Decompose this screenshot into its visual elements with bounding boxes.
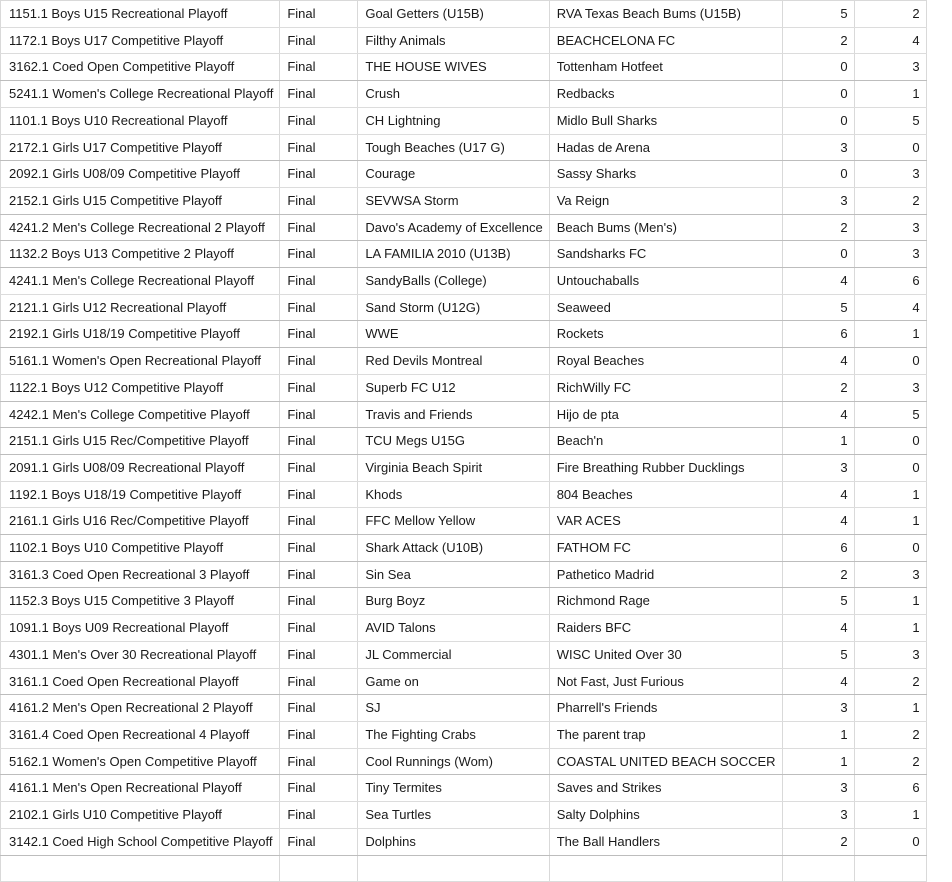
- status-cell[interactable]: Final: [280, 348, 358, 375]
- home-team-cell[interactable]: Davo's Academy of Excellence: [358, 214, 549, 241]
- home-score-cell[interactable]: 5: [782, 1, 854, 28]
- status-cell[interactable]: Final: [280, 294, 358, 321]
- away-score-cell[interactable]: 1: [854, 81, 926, 108]
- division-cell[interactable]: 1192.1 Boys U18/19 Competitive Playoff: [1, 481, 280, 508]
- away-score-cell[interactable]: 6: [854, 268, 926, 295]
- away-score-cell[interactable]: 0: [854, 454, 926, 481]
- home-team-cell[interactable]: Shark Attack (U10B): [358, 535, 549, 562]
- home-score-cell[interactable]: 0: [782, 81, 854, 108]
- table-row[interactable]: [1, 721, 927, 748]
- table-row[interactable]: [1, 268, 927, 295]
- table-row[interactable]: [1, 481, 927, 508]
- home-team-cell[interactable]: Superb FC U12: [358, 374, 549, 401]
- home-team-cell[interactable]: Sin Sea: [358, 561, 549, 588]
- status-cell[interactable]: Final: [280, 428, 358, 455]
- division-cell[interactable]: 3162.1 Coed Open Competitive Playoff: [1, 54, 280, 81]
- division-cell[interactable]: 3161.3 Coed Open Recreational 3 Playoff: [1, 561, 280, 588]
- table-row[interactable]: [1, 695, 927, 722]
- home-score-cell[interactable]: 5: [782, 641, 854, 668]
- home-score-cell[interactable]: 6: [782, 535, 854, 562]
- away-team-cell[interactable]: 804 Beaches: [549, 481, 782, 508]
- status-cell[interactable]: Final: [280, 561, 358, 588]
- away-team-cell[interactable]: Pathetico Madrid: [549, 561, 782, 588]
- division-cell[interactable]: 4301.1 Men's Over 30 Recreational Playoff: [1, 641, 280, 668]
- away-score-cell[interactable]: 1: [854, 321, 926, 348]
- home-score-cell[interactable]: 4: [782, 508, 854, 535]
- home-team-cell[interactable]: AVID Talons: [358, 615, 549, 642]
- home-score-cell[interactable]: 2: [782, 27, 854, 54]
- away-team-cell[interactable]: Sassy Sharks: [549, 161, 782, 188]
- table-row[interactable]: [1, 641, 927, 668]
- away-team-cell[interactable]: Royal Beaches: [549, 348, 782, 375]
- away-score-cell[interactable]: 0: [854, 348, 926, 375]
- away-team-cell[interactable]: Seaweed: [549, 294, 782, 321]
- away-team-cell[interactable]: FATHOM FC: [549, 535, 782, 562]
- away-score-cell[interactable]: 2: [854, 721, 926, 748]
- home-team-cell[interactable]: Game on: [358, 668, 549, 695]
- table-row[interactable]: [1, 748, 927, 775]
- table-row[interactable]: [1, 828, 927, 855]
- status-cell[interactable]: Final: [280, 214, 358, 241]
- home-score-cell[interactable]: 4: [782, 268, 854, 295]
- away-score-cell[interactable]: 3: [854, 161, 926, 188]
- status-cell[interactable]: Final: [280, 535, 358, 562]
- away-score-cell[interactable]: 5: [854, 107, 926, 134]
- away-score-cell[interactable]: [854, 855, 926, 882]
- status-cell[interactable]: Final: [280, 321, 358, 348]
- division-cell[interactable]: 2121.1 Girls U12 Recreational Playoff: [1, 294, 280, 321]
- status-cell[interactable]: Final: [280, 695, 358, 722]
- division-cell[interactable]: 5162.1 Women's Open Competitive Playoff: [1, 748, 280, 775]
- division-cell[interactable]: 1172.1 Boys U17 Competitive Playoff: [1, 27, 280, 54]
- home-team-cell[interactable]: Sand Storm (U12G): [358, 294, 549, 321]
- division-cell[interactable]: 4242.1 Men's College Competitive Playoff: [1, 401, 280, 428]
- home-team-cell[interactable]: Crush: [358, 81, 549, 108]
- home-team-cell[interactable]: The Fighting Crabs: [358, 721, 549, 748]
- away-score-cell[interactable]: 1: [854, 802, 926, 829]
- away-score-cell[interactable]: 2: [854, 748, 926, 775]
- away-score-cell[interactable]: 1: [854, 695, 926, 722]
- home-score-cell[interactable]: 4: [782, 481, 854, 508]
- home-score-cell[interactable]: 2: [782, 828, 854, 855]
- away-team-cell[interactable]: Raiders BFC: [549, 615, 782, 642]
- table-row[interactable]: [1, 855, 927, 882]
- status-cell[interactable]: Final: [280, 615, 358, 642]
- away-team-cell[interactable]: Beach'n: [549, 428, 782, 455]
- away-team-cell[interactable]: Va Reign: [549, 187, 782, 214]
- division-cell[interactable]: 4161.1 Men's Open Recreational Playoff: [1, 775, 280, 802]
- home-score-cell[interactable]: 4: [782, 668, 854, 695]
- away-team-cell[interactable]: Beach Bums (Men's): [549, 214, 782, 241]
- home-team-cell[interactable]: Travis and Friends: [358, 401, 549, 428]
- home-team-cell[interactable]: WWE: [358, 321, 549, 348]
- home-team-cell[interactable]: FFC Mellow Yellow: [358, 508, 549, 535]
- away-score-cell[interactable]: 3: [854, 214, 926, 241]
- home-team-cell[interactable]: THE HOUSE WIVES: [358, 54, 549, 81]
- away-team-cell[interactable]: Hijo de pta: [549, 401, 782, 428]
- away-team-cell[interactable]: Midlo Bull Sharks: [549, 107, 782, 134]
- division-cell[interactable]: 5161.1 Women's Open Recreational Playoff: [1, 348, 280, 375]
- away-team-cell[interactable]: Rockets: [549, 321, 782, 348]
- away-score-cell[interactable]: 1: [854, 588, 926, 615]
- status-cell[interactable]: Final: [280, 508, 358, 535]
- away-team-cell[interactable]: [549, 855, 782, 882]
- away-team-cell[interactable]: Sandsharks FC: [549, 241, 782, 268]
- away-score-cell[interactable]: 3: [854, 54, 926, 81]
- status-cell[interactable]: Final: [280, 668, 358, 695]
- away-team-cell[interactable]: The parent trap: [549, 721, 782, 748]
- status-cell[interactable]: Final: [280, 721, 358, 748]
- table-row[interactable]: [1, 54, 927, 81]
- table-row[interactable]: [1, 508, 927, 535]
- home-team-cell[interactable]: LA FAMILIA 2010 (U13B): [358, 241, 549, 268]
- division-cell[interactable]: 2152.1 Girls U15 Competitive Playoff: [1, 187, 280, 214]
- home-score-cell[interactable]: 0: [782, 241, 854, 268]
- away-team-cell[interactable]: The Ball Handlers: [549, 828, 782, 855]
- away-team-cell[interactable]: BEACHCELONA FC: [549, 27, 782, 54]
- division-cell[interactable]: 3161.1 Coed Open Recreational Playoff: [1, 668, 280, 695]
- division-cell[interactable]: 1102.1 Boys U10 Competitive Playoff: [1, 535, 280, 562]
- status-cell[interactable]: Final: [280, 828, 358, 855]
- table-row[interactable]: [1, 374, 927, 401]
- away-team-cell[interactable]: WISC United Over 30: [549, 641, 782, 668]
- away-score-cell[interactable]: 0: [854, 828, 926, 855]
- status-cell[interactable]: Final: [280, 161, 358, 188]
- table-row[interactable]: [1, 401, 927, 428]
- table-row[interactable]: [1, 348, 927, 375]
- table-row[interactable]: [1, 241, 927, 268]
- table-row[interactable]: [1, 214, 927, 241]
- home-score-cell[interactable]: 5: [782, 294, 854, 321]
- table-row[interactable]: [1, 535, 927, 562]
- table-row[interactable]: [1, 27, 927, 54]
- table-row[interactable]: [1, 187, 927, 214]
- home-team-cell[interactable]: Virginia Beach Spirit: [358, 454, 549, 481]
- division-cell[interactable]: 5241.1 Women's College Recreational Playoff: [1, 81, 280, 108]
- home-score-cell[interactable]: 6: [782, 321, 854, 348]
- status-cell[interactable]: Final: [280, 81, 358, 108]
- division-cell[interactable]: 1122.1 Boys U12 Competitive Playoff: [1, 374, 280, 401]
- status-cell[interactable]: Final: [280, 588, 358, 615]
- division-cell[interactable]: 2151.1 Girls U15 Rec/Competitive Playoff: [1, 428, 280, 455]
- away-team-cell[interactable]: Not Fast, Just Furious: [549, 668, 782, 695]
- away-team-cell[interactable]: Tottenham Hotfeet: [549, 54, 782, 81]
- division-cell[interactable]: 1091.1 Boys U09 Recreational Playoff: [1, 615, 280, 642]
- status-cell[interactable]: Final: [280, 454, 358, 481]
- home-team-cell[interactable]: Red Devils Montreal: [358, 348, 549, 375]
- away-score-cell[interactable]: 5: [854, 401, 926, 428]
- away-team-cell[interactable]: Pharrell's Friends: [549, 695, 782, 722]
- home-score-cell[interactable]: 3: [782, 187, 854, 214]
- home-score-cell[interactable]: 4: [782, 348, 854, 375]
- division-cell[interactable]: 4241.1 Men's College Recreational Playoff: [1, 268, 280, 295]
- division-cell[interactable]: 1152.3 Boys U15 Competitive 3 Playoff: [1, 588, 280, 615]
- table-row[interactable]: [1, 81, 927, 108]
- division-cell[interactable]: 4161.2 Men's Open Recreational 2 Playoff: [1, 695, 280, 722]
- home-team-cell[interactable]: Filthy Animals: [358, 27, 549, 54]
- away-team-cell[interactable]: Fire Breathing Rubber Ducklings: [549, 454, 782, 481]
- home-team-cell[interactable]: TCU Megs U15G: [358, 428, 549, 455]
- table-row[interactable]: [1, 1, 927, 28]
- away-team-cell[interactable]: RVA Texas Beach Bums (U15B): [549, 1, 782, 28]
- home-score-cell[interactable]: 2: [782, 561, 854, 588]
- status-cell[interactable]: Final: [280, 481, 358, 508]
- home-score-cell[interactable]: 3: [782, 775, 854, 802]
- away-score-cell[interactable]: 2: [854, 1, 926, 28]
- away-team-cell[interactable]: Untouchaballs: [549, 268, 782, 295]
- status-cell[interactable]: Final: [280, 27, 358, 54]
- away-score-cell[interactable]: 3: [854, 241, 926, 268]
- home-team-cell[interactable]: Khods: [358, 481, 549, 508]
- home-score-cell[interactable]: 0: [782, 161, 854, 188]
- division-cell[interactable]: 1101.1 Boys U10 Recreational Playoff: [1, 107, 280, 134]
- status-cell[interactable]: Final: [280, 134, 358, 161]
- home-score-cell[interactable]: 0: [782, 107, 854, 134]
- away-team-cell[interactable]: Hadas de Arena: [549, 134, 782, 161]
- table-row[interactable]: [1, 588, 927, 615]
- home-team-cell[interactable]: Burg Boyz: [358, 588, 549, 615]
- division-cell[interactable]: [1, 855, 280, 882]
- table-row[interactable]: [1, 802, 927, 829]
- home-team-cell[interactable]: Sea Turtles: [358, 802, 549, 829]
- away-team-cell[interactable]: COASTAL UNITED BEACH SOCCER: [549, 748, 782, 775]
- table-row[interactable]: [1, 107, 927, 134]
- home-team-cell[interactable]: Tough Beaches (U17 G): [358, 134, 549, 161]
- table-row[interactable]: [1, 161, 927, 188]
- away-team-cell[interactable]: Saves and Strikes: [549, 775, 782, 802]
- away-score-cell[interactable]: 4: [854, 27, 926, 54]
- status-cell[interactable]: Final: [280, 107, 358, 134]
- table-row[interactable]: [1, 775, 927, 802]
- home-score-cell[interactable]: [782, 855, 854, 882]
- home-team-cell[interactable]: CH Lightning: [358, 107, 549, 134]
- home-team-cell[interactable]: SEVWSA Storm: [358, 187, 549, 214]
- table-row[interactable]: [1, 321, 927, 348]
- away-score-cell[interactable]: 3: [854, 374, 926, 401]
- results-table-body: [1, 1, 927, 882]
- away-score-cell[interactable]: 1: [854, 481, 926, 508]
- table-row[interactable]: [1, 428, 927, 455]
- away-score-cell[interactable]: 2: [854, 668, 926, 695]
- division-cell[interactable]: 2192.1 Girls U18/19 Competitive Playoff: [1, 321, 280, 348]
- division-cell[interactable]: 2161.1 Girls U16 Rec/Competitive Playoff: [1, 508, 280, 535]
- status-cell[interactable]: Final: [280, 187, 358, 214]
- away-score-cell[interactable]: 3: [854, 561, 926, 588]
- status-cell[interactable]: Final: [280, 401, 358, 428]
- home-team-cell[interactable]: SJ: [358, 695, 549, 722]
- home-score-cell[interactable]: 3: [782, 134, 854, 161]
- away-score-cell[interactable]: 0: [854, 134, 926, 161]
- status-cell[interactable]: Final: [280, 54, 358, 81]
- home-score-cell[interactable]: 1: [782, 748, 854, 775]
- home-score-cell[interactable]: 4: [782, 401, 854, 428]
- home-team-cell[interactable]: Tiny Termites: [358, 775, 549, 802]
- away-team-cell[interactable]: Salty Dolphins: [549, 802, 782, 829]
- home-team-cell[interactable]: Dolphins: [358, 828, 549, 855]
- home-score-cell[interactable]: 3: [782, 695, 854, 722]
- home-score-cell[interactable]: 3: [782, 454, 854, 481]
- status-cell[interactable]: Final: [280, 374, 358, 401]
- away-team-cell[interactable]: Richmond Rage: [549, 588, 782, 615]
- away-score-cell[interactable]: 2: [854, 187, 926, 214]
- status-cell[interactable]: Final: [280, 241, 358, 268]
- status-cell[interactable]: [280, 855, 358, 882]
- status-cell[interactable]: Final: [280, 748, 358, 775]
- table-row[interactable]: [1, 668, 927, 695]
- home-score-cell[interactable]: 4: [782, 615, 854, 642]
- division-cell[interactable]: 1132.2 Boys U13 Competitive 2 Playoff: [1, 241, 280, 268]
- table-row[interactable]: [1, 294, 927, 321]
- away-team-cell[interactable]: RichWilly FC: [549, 374, 782, 401]
- division-cell[interactable]: 2102.1 Girls U10 Competitive Playoff: [1, 802, 280, 829]
- away-score-cell[interactable]: 6: [854, 775, 926, 802]
- away-score-cell[interactable]: 0: [854, 428, 926, 455]
- home-team-cell[interactable]: Courage: [358, 161, 549, 188]
- division-cell[interactable]: 1151.1 Boys U15 Recreational Playoff: [1, 1, 280, 28]
- division-cell[interactable]: 2091.1 Girls U08/09 Recreational Playoff: [1, 454, 280, 481]
- status-cell[interactable]: Final: [280, 268, 358, 295]
- home-score-cell[interactable]: 1: [782, 428, 854, 455]
- division-cell[interactable]: 3142.1 Coed High School Competitive Playoff: [1, 828, 280, 855]
- away-score-cell[interactable]: 3: [854, 641, 926, 668]
- away-score-cell[interactable]: 1: [854, 615, 926, 642]
- home-team-cell[interactable]: Goal Getters (U15B): [358, 1, 549, 28]
- home-score-cell[interactable]: 3: [782, 802, 854, 829]
- away-score-cell[interactable]: 1: [854, 508, 926, 535]
- home-team-cell[interactable]: Cool Runnings (Wom): [358, 748, 549, 775]
- table-row[interactable]: [1, 454, 927, 481]
- status-cell[interactable]: Final: [280, 1, 358, 28]
- status-cell[interactable]: Final: [280, 802, 358, 829]
- division-cell[interactable]: 2172.1 Girls U17 Competitive Playoff: [1, 134, 280, 161]
- home-score-cell[interactable]: 5: [782, 588, 854, 615]
- division-cell[interactable]: 2092.1 Girls U08/09 Competitive Playoff: [1, 161, 280, 188]
- status-cell[interactable]: Final: [280, 641, 358, 668]
- away-score-cell[interactable]: 0: [854, 535, 926, 562]
- division-cell[interactable]: 4241.2 Men's College Recreational 2 Playoff: [1, 214, 280, 241]
- home-team-cell[interactable]: SandyBalls (College): [358, 268, 549, 295]
- home-team-cell[interactable]: [358, 855, 549, 882]
- division-cell[interactable]: 3161.4 Coed Open Recreational 4 Playoff: [1, 721, 280, 748]
- home-score-cell[interactable]: 1: [782, 721, 854, 748]
- table-row[interactable]: [1, 134, 927, 161]
- table-row[interactable]: [1, 561, 927, 588]
- away-team-cell[interactable]: VAR ACES: [549, 508, 782, 535]
- home-score-cell[interactable]: 0: [782, 54, 854, 81]
- home-score-cell[interactable]: 2: [782, 374, 854, 401]
- away-score-cell[interactable]: 4: [854, 294, 926, 321]
- home-team-cell[interactable]: JL Commercial: [358, 641, 549, 668]
- home-score-cell[interactable]: 2: [782, 214, 854, 241]
- away-team-cell[interactable]: Redbacks: [549, 81, 782, 108]
- status-cell[interactable]: Final: [280, 775, 358, 802]
- table-row[interactable]: [1, 615, 927, 642]
